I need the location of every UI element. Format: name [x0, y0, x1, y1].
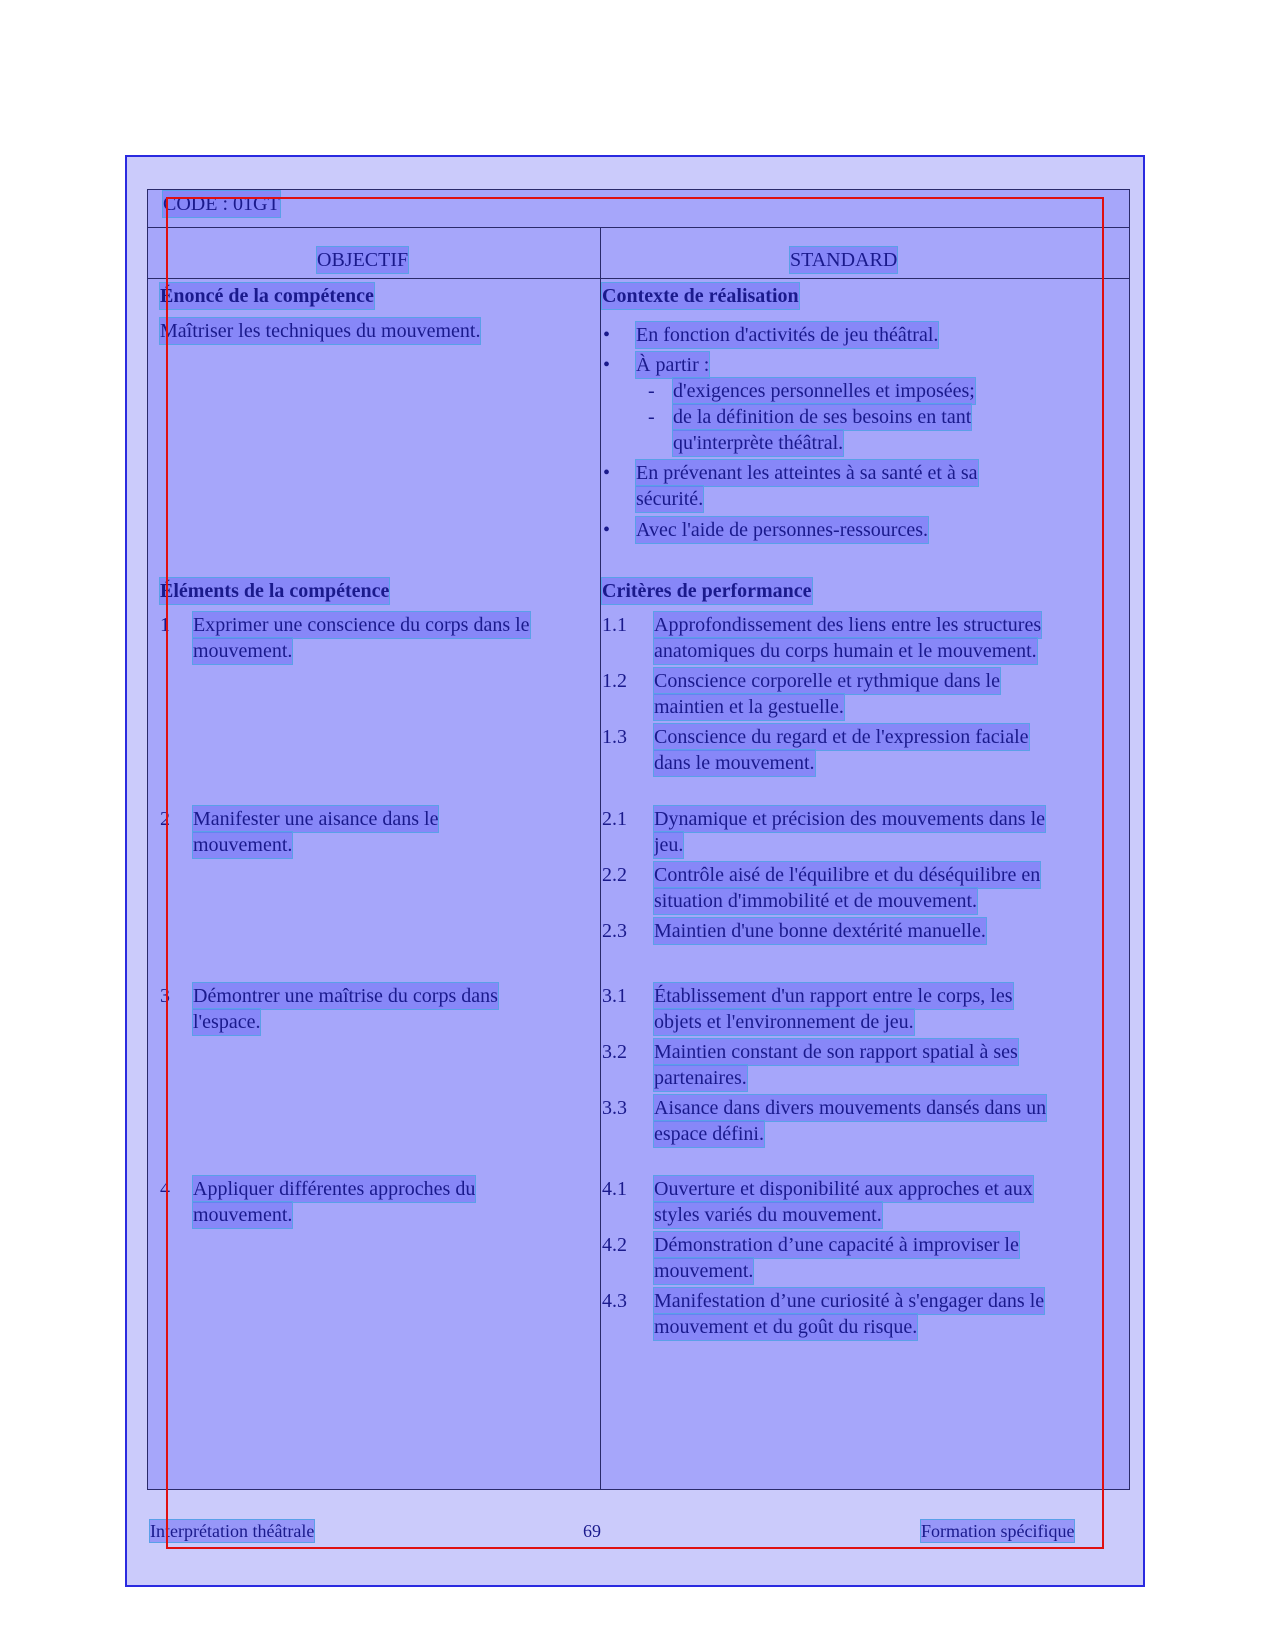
element-text-line1: Manifester une aisance dans le — [193, 808, 439, 830]
critere-text-line1: Manifestation d’une curiosité à s'engager dans le — [654, 1290, 1045, 1312]
critere-text-line2: situation d'immobilité et de mouvement. — [654, 890, 977, 912]
critere-number: 4.2 — [602, 1234, 627, 1256]
contexte-bullet-2: À partir : — [636, 354, 710, 376]
critere-number: 4.3 — [602, 1290, 627, 1312]
critere-text-line1: Démonstration d’une capacité à improviser le — [654, 1234, 1019, 1256]
critere-number: 2.1 — [602, 808, 627, 830]
bullet-icon: • — [603, 462, 611, 484]
critere-text-line1: Établissement d'un rapport entre le corps, les — [654, 985, 1013, 1007]
contexte-sub-1: d'exigences personnelles et imposées; — [673, 380, 975, 402]
contexte-sub-2-line2: qu'interprète théâtral. — [673, 432, 844, 454]
critere-text-line2: dans le mouvement. — [654, 752, 815, 774]
critere-text-line1: Approfondissement des liens entre les structures — [654, 614, 1042, 636]
critere-number: 3.3 — [602, 1097, 627, 1119]
bullet-icon: • — [603, 354, 611, 376]
critere-text-line2: partenaires. — [654, 1067, 747, 1089]
contexte-sub-2-line1: de la définition de ses besoins en tant — [673, 406, 972, 428]
critere-number: 3.2 — [602, 1041, 627, 1063]
footer-right: Formation spécifique — [921, 1521, 1075, 1541]
critere-text-line1: Maintien d'une bonne dextérité manuelle. — [654, 920, 986, 942]
enonce-text: Maîtriser les techniques du mouvement. — [160, 320, 481, 342]
element-text-line2: mouvement. — [193, 834, 293, 856]
critere-number: 1.1 — [602, 614, 627, 636]
column-divider — [600, 227, 601, 1489]
critere-text-line2: maintien et la gestuelle. — [654, 696, 844, 718]
contexte-title: Contexte de réalisation — [602, 285, 799, 307]
critere-text-line1: Ouverture et disponibilité aux approches et aux — [654, 1178, 1033, 1200]
page-number: 69 — [583, 1521, 601, 1541]
critere-text-line1: Conscience corporelle et rythmique dans le — [654, 670, 1000, 692]
critere-text-line1: Aisance dans divers mouvements dansés dans un — [654, 1097, 1047, 1119]
critere-text-line1: Conscience du regard et de l'expression faciale — [654, 726, 1029, 748]
critere-number: 1.3 — [602, 726, 627, 748]
critere-text-line2: anatomiques du corps humain et le mouvement. — [654, 640, 1037, 662]
element-text-line2: mouvement. — [193, 1204, 293, 1226]
element-number: 3 — [160, 985, 170, 1007]
enonce-title: Énoncé de la compétence — [160, 285, 374, 307]
header-standard: STANDARD — [790, 249, 898, 271]
critere-text-line2: objets et l'environnement de jeu. — [654, 1011, 914, 1033]
critere-text-line2: styles variés du mouvement. — [654, 1204, 882, 1226]
element-text-line1: Appliquer différentes approches du — [193, 1178, 476, 1200]
critere-text-line2: mouvement. — [654, 1260, 754, 1282]
contexte-bullet-3-line1: En prévenant les atteintes à sa santé et à sa — [636, 462, 978, 484]
critere-number: 3.1 — [602, 985, 627, 1007]
divider-code — [148, 227, 1129, 228]
critere-number: 2.2 — [602, 864, 627, 886]
bullet-icon: • — [603, 519, 611, 541]
dash-icon: - — [648, 406, 655, 428]
divider-headers — [148, 278, 1129, 279]
bullet-icon: • — [603, 324, 611, 346]
element-text-line1: Exprimer une conscience du corps dans le — [193, 614, 530, 636]
dash-icon: - — [648, 380, 655, 402]
critere-text-line2: mouvement et du goût du risque. — [654, 1316, 918, 1338]
element-number: 2 — [160, 808, 170, 830]
critere-number: 2.3 — [602, 920, 627, 942]
critere-number: 4.1 — [602, 1178, 627, 1200]
critere-text-line1: Contrôle aisé de l'équilibre et du déséquilibre en — [654, 864, 1041, 886]
critere-text-line1: Dynamique et précision des mouvements dans le — [654, 808, 1046, 830]
elements-title: Éléments de la compétence — [160, 580, 390, 602]
contexte-bullet-1: En fonction d'activités de jeu théâtral. — [636, 324, 939, 346]
element-number: 4 — [160, 1178, 170, 1200]
critere-number: 1.2 — [602, 670, 627, 692]
element-text-line2: l'espace. — [193, 1011, 261, 1033]
critere-text-line2: espace défini. — [654, 1123, 764, 1145]
header-objective: OBJECTIF — [317, 249, 409, 271]
critere-text-line2: jeu. — [654, 834, 684, 856]
element-text-line1: Démontrer une maîtrise du corps dans — [193, 985, 498, 1007]
element-number: 1 — [160, 614, 170, 636]
element-text-line2: mouvement. — [193, 640, 293, 662]
critere-text-line1: Maintien constant de son rapport spatial à ses — [654, 1041, 1018, 1063]
contexte-bullet-4: Avec l'aide de personnes-ressources. — [636, 519, 929, 541]
contexte-bullet-3-line2: sécurité. — [636, 488, 704, 510]
criteres-title: Critères de performance — [602, 580, 812, 602]
footer-left: Interprétation théâtrale — [150, 1521, 315, 1541]
code-label: CODE : 01GT — [163, 193, 280, 215]
